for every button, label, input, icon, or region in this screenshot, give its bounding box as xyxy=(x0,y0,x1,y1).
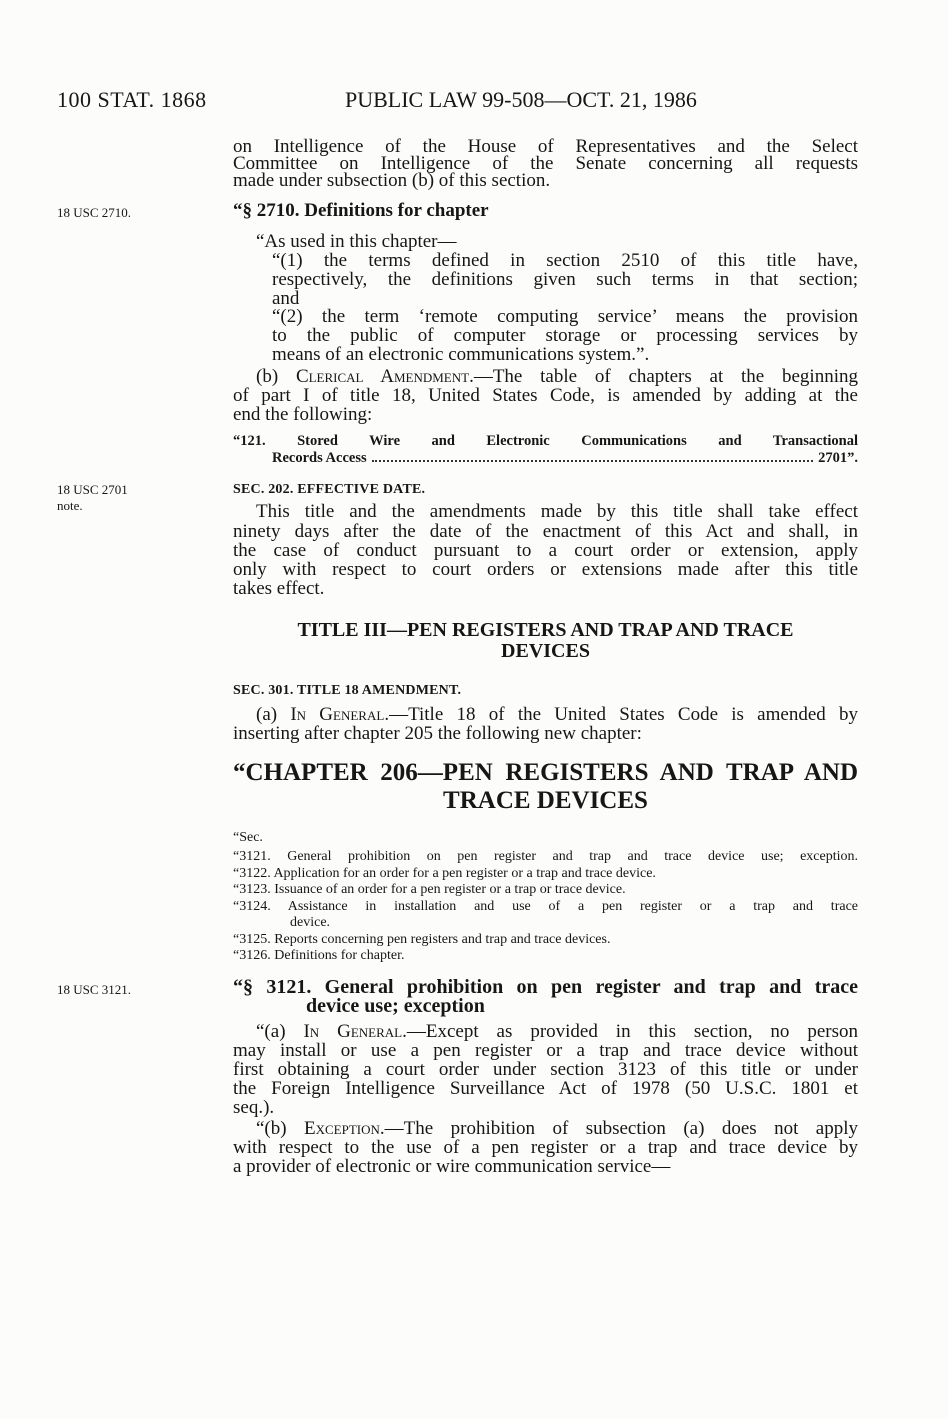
chapter-206-heading: “CHAPTER 206—PEN REGISTERS AND TRAP AND xyxy=(233,759,858,786)
section-301-line: inserting after chapter 205 the following new chapter: xyxy=(233,723,642,744)
clerical-caption: Clerical Amendment xyxy=(295,366,470,387)
section-301-caption: In General xyxy=(290,704,385,725)
toc-sec-label: “Sec. xyxy=(233,830,263,845)
definition-2-line: means of an electronic communications system.”. xyxy=(272,344,650,365)
intro-line: made under subsection (b) of this section. xyxy=(233,170,551,191)
definition-1-line: respectively, the definitions given such terms in that section; xyxy=(272,269,858,290)
toc-121-title: Records Access xyxy=(272,450,367,466)
subsection-b-caption: Exception xyxy=(304,1118,380,1139)
intro-line: Committee on Intelligence of the Senate concerning all requests xyxy=(233,153,858,174)
toc-121-entry-continuation xyxy=(272,450,858,466)
toc-item: “3122. Application for an order for a pen register or a trap and trace device. xyxy=(233,866,656,881)
subsection-a-text: .—Except as provided in this section, no person xyxy=(402,1021,858,1042)
section-301-text: .—Title 18 of the United States Code is amended by xyxy=(384,704,858,725)
section-202-line: This title and the amendments made by this title shall take effect xyxy=(256,501,858,522)
title-iii-heading: DEVICES xyxy=(501,640,590,662)
intro-line: on Intelligence of the House of Representatives and the Select xyxy=(233,136,858,157)
toc-item-continuation: device. xyxy=(290,915,331,930)
section-202-line: only with respect to court orders or extensions made after this title xyxy=(233,559,858,580)
subsection-b-line: a provider of electronic or wire communication service— xyxy=(233,1156,671,1177)
section-202-line: the case of conduct pursuant to a court order or extension, apply xyxy=(233,540,858,561)
toc-item: “3124. Assistance in installation and use of a pen register or a trap and trace xyxy=(233,899,858,914)
section-202-line: ninety days after the date of the enactment of this Act and shall, in xyxy=(233,521,858,542)
running-head-law: PUBLIC LAW 99-508—OCT. 21, 1986 xyxy=(345,87,697,112)
toc-item: “3123. Issuance of an order for a pen register or a trap or trace device. xyxy=(233,882,626,897)
clerical-amendment-line xyxy=(256,367,858,387)
subsection-a-prefix: “(a) xyxy=(256,1021,304,1042)
section-2710-heading: “§ 2710. Definitions for chapter xyxy=(233,200,489,221)
clerical-amendment-line: end the following: xyxy=(233,404,373,425)
toc-item: “3121. General prohibition on pen register and trap and trace device use; exception. xyxy=(233,849,858,864)
section-202-heading: SEC. 202. EFFECTIVE DATE. xyxy=(233,482,426,497)
section-301-prefix: (a) xyxy=(256,704,291,725)
definition-2-line: to the public of computer storage or processing services by xyxy=(272,325,858,346)
section-3121-heading: “§ 3121. General prohibition on pen register and trap and trace xyxy=(233,976,858,998)
clerical-amendment-line: of part I of title 18, United States Code, is amended by adding at the xyxy=(233,385,858,406)
subsection-b-line: with respect to the use of a pen register or a trap and trace device by xyxy=(233,1137,858,1158)
definition-1-line: “(1) the terms defined in section 2510 of this title have, xyxy=(272,250,858,271)
subsection-a-caption: In General xyxy=(303,1021,403,1042)
toc-121-page: 2701”. xyxy=(818,450,858,466)
subsection-a-line xyxy=(256,1022,858,1042)
section-202-line: takes effect. xyxy=(233,578,325,599)
margin-note-2710: 18 USC 2710. xyxy=(57,205,132,220)
margin-note-2701: 18 USC 2701 xyxy=(57,482,128,497)
subsection-b-prefix: “(b) xyxy=(256,1118,305,1139)
section-301-line xyxy=(256,705,858,725)
definition-2-line: “(2) the term ‘remote computing service’ means the provision xyxy=(272,306,858,327)
clerical-prefix: (b) xyxy=(256,366,296,387)
subsection-a-line: seq.). xyxy=(233,1097,275,1118)
margin-note-3121: 18 USC 3121. xyxy=(57,982,132,997)
section-2710-lead: “As used in this chapter— xyxy=(256,231,457,252)
subsection-b-line xyxy=(256,1119,858,1139)
toc-121-entry: “121. Stored Wire and Electronic Communications and Transactional xyxy=(233,433,858,449)
chapter-206-heading: TRACE DEVICES xyxy=(443,787,648,814)
toc-item: “3126. Definitions for chapter. xyxy=(233,948,405,963)
subsection-b-text: .—The prohibition of subsection (a) does not apply xyxy=(379,1118,858,1139)
definition-1-line: and xyxy=(272,288,300,309)
clerical-text: .—The table of chapters at the beginning xyxy=(469,366,858,387)
margin-note-2701-note: note. xyxy=(57,498,83,513)
subsection-a-line: may install or use a pen register or a trap and trace device without xyxy=(233,1040,858,1061)
dot-leader xyxy=(372,460,813,462)
subsection-a-line: first obtaining a court order under section 3123 of this title or under xyxy=(233,1059,858,1080)
section-301-heading: SEC. 301. TITLE 18 AMENDMENT. xyxy=(233,683,462,698)
subsection-a-line: the Foreign Intelligence Surveillance Act of 1978 (50 U.S.C. 1801 et xyxy=(233,1078,858,1099)
page-stat-number: 100 STAT. 1868 xyxy=(57,87,207,112)
toc-item: “3125. Reports concerning pen registers and trap and trace devices. xyxy=(233,932,611,947)
section-3121-heading: device use; exception xyxy=(306,995,485,1017)
title-iii-heading: TITLE III—PEN REGISTERS AND TRAP AND TRACE xyxy=(297,619,794,641)
